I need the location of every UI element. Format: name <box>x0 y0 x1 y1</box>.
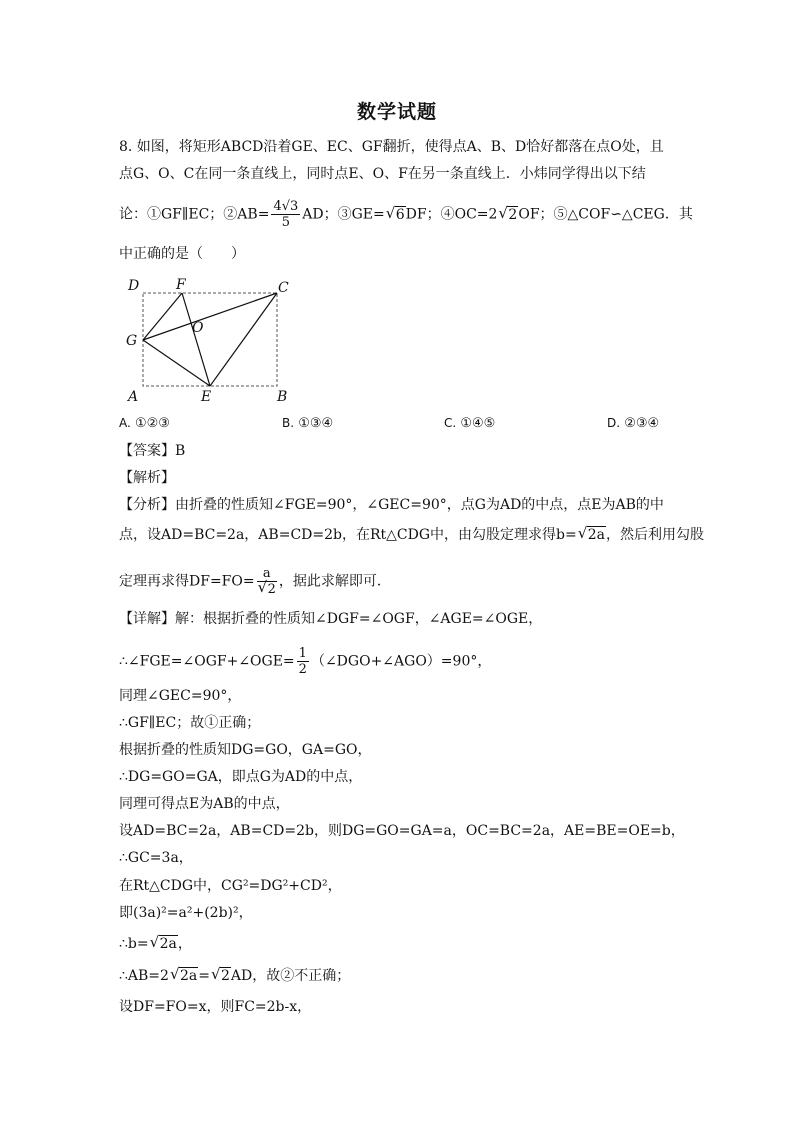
option-a[interactable]: A. ①②③ <box>119 416 170 431</box>
sqrt-6: √ 6 <box>386 205 406 225</box>
detail-line-7: 同理可得点E为AB的中点， <box>119 796 290 812</box>
label-a: A <box>128 389 139 405</box>
geometry-diagram <box>119 270 304 410</box>
detail-line-5: 根据折叠的性质知DG=GO，GA=GO， <box>119 742 372 758</box>
question-line-4: 中正确的是（ ） <box>119 246 245 262</box>
detail-line-13: ∴AB=2√ 2a=√ 2AD，故②不正确； <box>119 966 350 986</box>
analysis-label: 【解析】 <box>119 470 175 486</box>
detail-line-14: 设DF=FO=x，则FC=2b-x， <box>119 999 312 1015</box>
detail-line-10: 在Rt△CDG中，CG²=DG²+CD²， <box>119 878 342 894</box>
detail-line-4: ∴GF∥EC；故①正确； <box>119 715 261 731</box>
label-d: D <box>128 278 140 294</box>
detail-line-6: ∴DG=GO=GA，即点G为AD的中点， <box>119 769 363 785</box>
fenxi-line-3: 定理再求得DF=FO= a √ 2 ，据此求解即可． <box>119 566 391 597</box>
label-f: F <box>176 277 186 293</box>
label-o: O <box>192 320 204 336</box>
label-g: G <box>126 333 138 349</box>
detail-line-12: ∴b=√ 2a， <box>119 934 192 954</box>
page-title: 数学试题 <box>356 101 437 123</box>
label-e: E <box>201 389 212 405</box>
label-c: C <box>278 280 289 296</box>
segment-ec <box>210 293 277 386</box>
option-b[interactable]: B. ①③④ <box>282 416 334 431</box>
option-c[interactable]: C. ①④⑤ <box>444 416 496 431</box>
option-d[interactable]: D. ②③④ <box>607 416 660 431</box>
sqrt-2: √ 2 <box>498 205 518 225</box>
detail-line-3: 同理∠GEC=90°， <box>119 688 242 704</box>
segment-ge <box>143 340 210 386</box>
detail-line-11: 即(3a)²=a²+(2b)²， <box>119 905 253 921</box>
detail-line-8: 设AD=BC=2a，AB=CD=2b，则DG=GO=GA=a，OC=BC=2a，AE=BE=OE=b， <box>119 823 685 839</box>
answer-value: B <box>175 443 186 459</box>
answer-line: 【答案】B <box>119 443 186 459</box>
question-line-3: 论：①GF∥EC；②AB= $\frac{4√3}{5}$ AD；③GE=√ 6DF；④OC=2√ 2OF；⑤△COF∽△CEG．其 <box>119 199 693 230</box>
question-line-1: 8. 如图，将矩形ABCD沿着GE、EC、GF翻折，使得点A、B、D恰好都落在点O处，且 <box>119 139 664 155</box>
detail-line-1: 【详解】解：根据折叠的性质知∠DGF=∠OGF，∠AGE=∠OGE， <box>119 611 543 627</box>
segment-fe <box>182 293 210 386</box>
question-line-2: 点G、O、C在同一条直线上，同时点E、O、F在另一条直线上．小炜同学得出以下结 <box>119 166 646 182</box>
fenxi-line-2: 点，设AD=BC=2a，AB=CD=2b，在Rt△CDG中，由勾股定理求得b=√ 2a，然后利用勾股 <box>119 525 704 545</box>
detail-line-2: ∴∠FGE=∠OGF+∠OGE= $\frac{1}{2}$ （∠DGO+∠AGO）=90°， <box>119 646 492 677</box>
fenxi-line-1: 【分析】由折叠的性质知∠FGE=90°，∠GEC=90°，点G为AD的中点，点E为AB的中 <box>119 497 664 513</box>
label-b: B <box>277 389 288 405</box>
rectangle-abcd <box>143 293 277 386</box>
detail-line-9: ∴GC=3a， <box>119 850 193 866</box>
fraction-4sqrt3-over-5: $\frac{4√3}{5}$ <box>273 199 299 230</box>
